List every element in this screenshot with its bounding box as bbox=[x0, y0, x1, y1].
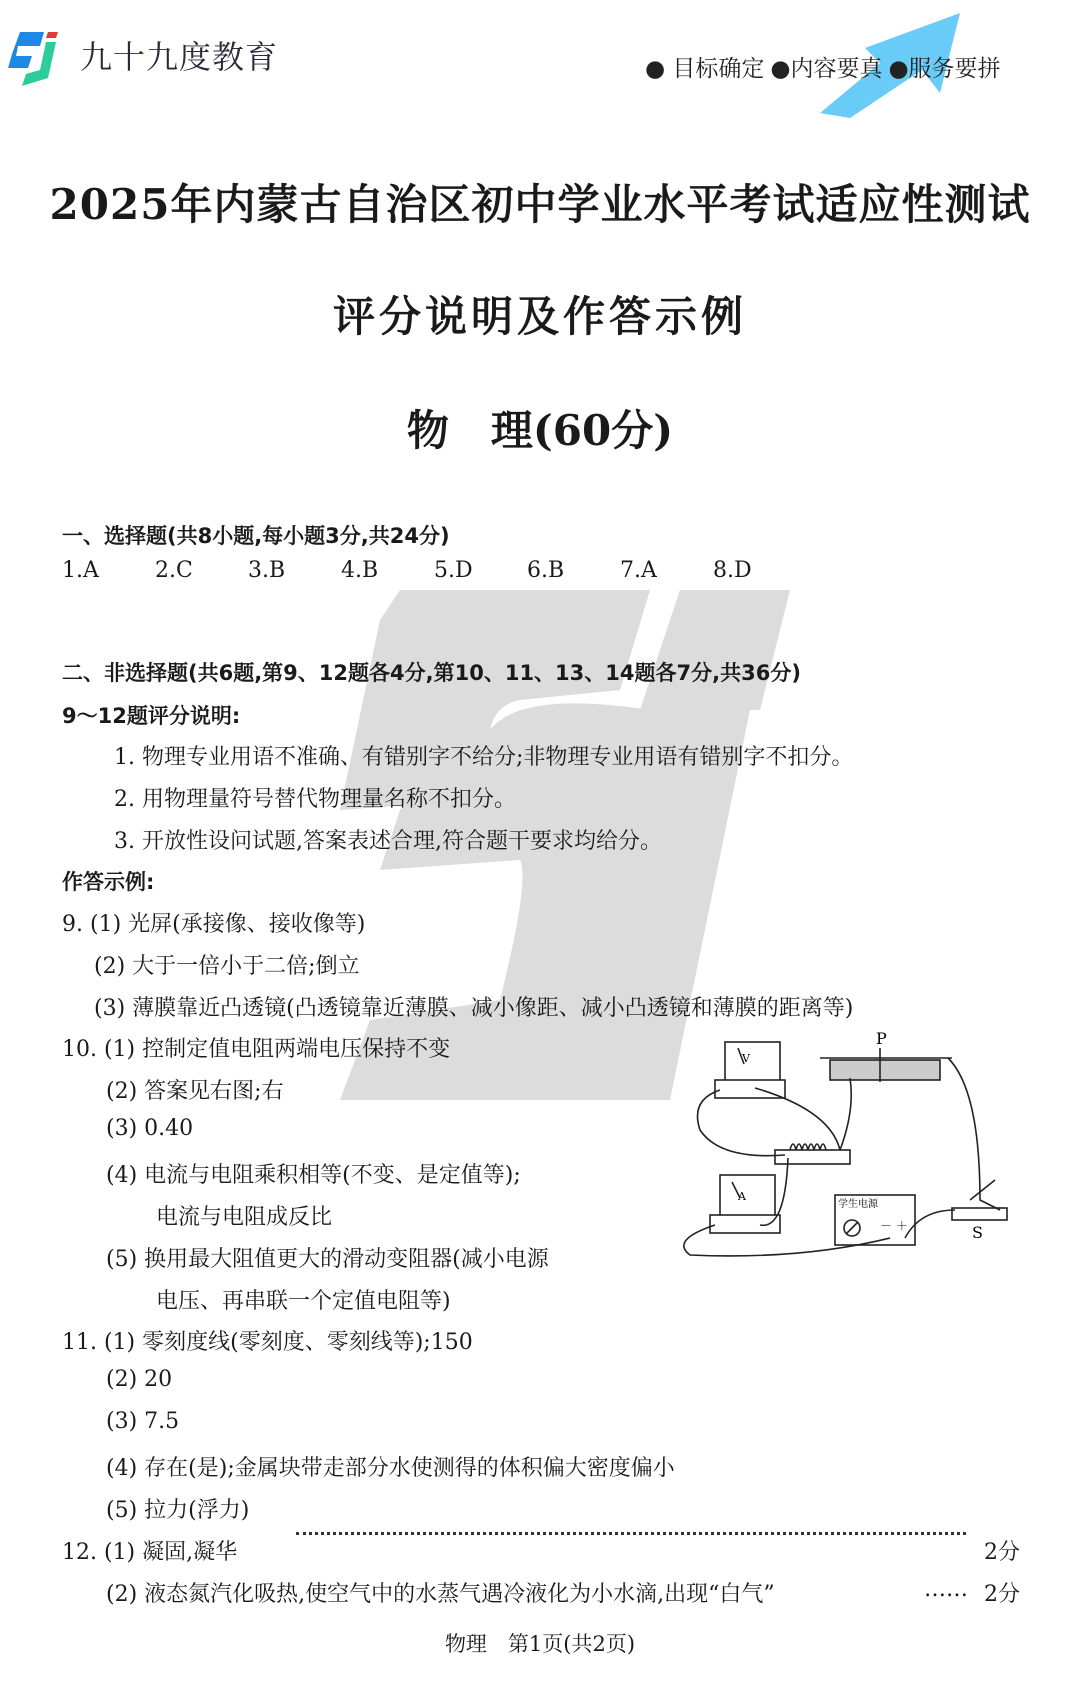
q11-answer: (2) 20 bbox=[106, 1367, 173, 1392]
q11-answer: (4) 存在(是);金属块带走部分水使测得的体积偏大密度偏小 bbox=[106, 1456, 675, 1481]
dot-leader bbox=[296, 1532, 966, 1535]
scoring-heading: 9～12题评分说明: bbox=[62, 704, 241, 728]
mc-answer: 1.A bbox=[62, 558, 99, 583]
q12-score: 2分 bbox=[984, 1540, 1020, 1565]
mc-answer: 8.D bbox=[713, 558, 752, 583]
scoring-rule: 1. 物理专业用语不准确、有错别字不给分;非物理专业用语有错别字不扣分。 bbox=[114, 745, 854, 770]
mc-answer: 2.C bbox=[155, 558, 193, 583]
slogan bbox=[645, 50, 1007, 83]
q10-answer: (4) 电流与电阻乘积相等(不变、是定值等); bbox=[106, 1163, 521, 1188]
q10-answer: 电压、再串联一个定值电阻等) bbox=[156, 1289, 451, 1314]
exam-title: 2025年内蒙古自治区初中学业水平考试适应性测试 bbox=[49, 180, 1031, 229]
mc-answer: 3.B bbox=[248, 558, 286, 583]
ammeter-label: A bbox=[738, 1190, 746, 1203]
slogan-item: ● 目标确定 bbox=[645, 56, 765, 82]
q10-answer: 10. (1) 控制定值电阻两端电压保持不变 bbox=[62, 1037, 451, 1062]
mc-answer: 5.D bbox=[434, 558, 473, 583]
mc-answers bbox=[62, 558, 806, 583]
rheostat-label: P bbox=[876, 1030, 887, 1048]
section1-heading: 一、选择题(共8小题,每小题3分,共24分) bbox=[62, 524, 450, 548]
q10-answer: 电流与电阻成反比 bbox=[156, 1205, 333, 1230]
dot-leader: …… bbox=[924, 1577, 968, 1602]
slogan-item: ●内容要真 bbox=[770, 56, 883, 82]
q12-answer: (2) 液态氮汽化吸热,使空气中的水蒸气遇冷液化为小水滴,出现“白气” bbox=[106, 1582, 775, 1607]
page-footer: 物理 第1页(共2页) bbox=[444, 1632, 636, 1656]
q10-answer: (2) 答案见右图;右 bbox=[106, 1079, 284, 1104]
q11-answer: (5) 拉力(浮力) bbox=[106, 1498, 250, 1523]
q10-answer: (5) 换用最大阻值更大的滑动变阻器(减小电源 bbox=[106, 1247, 549, 1272]
subject-title: 物 理(60分) bbox=[406, 406, 674, 455]
power-terminals: － ＋ bbox=[880, 1219, 908, 1233]
switch-label: S bbox=[972, 1223, 983, 1242]
mc-answer: 7.A bbox=[620, 558, 657, 583]
q11-answer: 11. (1) 零刻度线(零刻度、零刻线等);150 bbox=[62, 1330, 473, 1355]
q12-score: 2分 bbox=[984, 1582, 1020, 1607]
scoring-rule: 2. 用物理量符号替代物理量名称不扣分。 bbox=[114, 787, 516, 812]
q11-answer: (3) 7.5 bbox=[106, 1409, 180, 1434]
q9-answer: 9. (1) 光屏(承接像、接收像等) bbox=[62, 912, 366, 937]
mc-answer: 4.B bbox=[341, 558, 379, 583]
q9-answer: (2) 大于一倍小于二倍;倒立 bbox=[94, 954, 360, 979]
brand-logo-icon bbox=[8, 28, 60, 90]
q12-answer: 12. (1) 凝固,凝华 bbox=[62, 1540, 238, 1565]
examples-heading: 作答示例: bbox=[62, 870, 155, 894]
doc-subtitle: 评分说明及作答示例 bbox=[332, 292, 747, 341]
q10-answer: (3) 0.40 bbox=[106, 1116, 194, 1141]
mc-answer: 6.B bbox=[527, 558, 565, 583]
header bbox=[0, 0, 1080, 110]
slogan-item: ●服务要拼 bbox=[888, 56, 1001, 82]
voltmeter-label: V bbox=[742, 1052, 750, 1065]
section2-heading: 二、非选择题(共6题,第9、12题各4分,第10、11、13、14题各7分,共36分) bbox=[62, 661, 801, 685]
power-label: 学生电源 bbox=[838, 1199, 878, 1210]
circuit-diagram bbox=[680, 1030, 1030, 1260]
scoring-rule: 3. 开放性设问试题,答案表述合理,符合题干要求均给分。 bbox=[114, 829, 662, 854]
q9-answer: (3) 薄膜靠近凸透镜(凸透镜靠近薄膜、减小像距、减小凸透镜和薄膜的距离等) bbox=[94, 996, 854, 1021]
brand-name: 九十九度教育 bbox=[80, 38, 279, 76]
